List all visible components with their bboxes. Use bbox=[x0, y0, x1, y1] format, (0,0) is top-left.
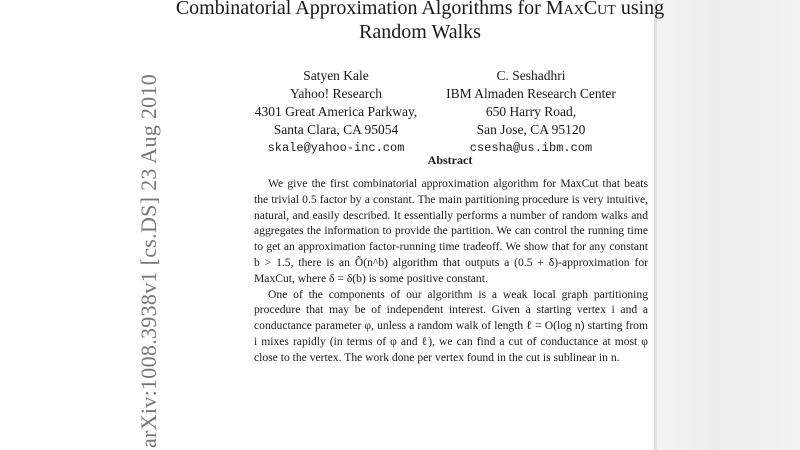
abstract-heading: Abstract bbox=[427, 153, 473, 167]
author-block-2 bbox=[411, 67, 651, 157]
paper-title bbox=[150, 0, 690, 44]
author-email: csesha@us.ibm.com bbox=[469, 141, 593, 155]
title-line2: Random Walks bbox=[359, 21, 481, 43]
arxiv-stamp: arXiv:1008.3938v1 [cs.DS] 23 Aug 2010 bbox=[136, 73, 161, 448]
author-address: 650 Harry Road, bbox=[485, 104, 577, 119]
author-address: San Jose, CA 95120 bbox=[476, 122, 586, 137]
abstract-paragraph-1: We give the first combinatorial approximation algorithm for MaxCut that beats the trivial 0.5 factor by a constant. The main partitioning procedure is very intuitive, natural, and easily described. It essentially performs a number of random walks and aggregates the information to provide the partition. We can control the running time to get an approximation factor-running time tradeoff. We show that for any constant b > 1.5, there is an Õ(n^b) algorithm that outputs a (0.5 + δ)-approximation for MaxCut, where δ = δ(b) is some positive constant. bbox=[254, 177, 648, 285]
viewer-background bbox=[656, 0, 800, 450]
title-text: Combinatorial Approximation Algorithms for bbox=[175, 0, 546, 19]
author-address: Santa Clara, CA 95054 bbox=[273, 122, 399, 137]
page-edge bbox=[654, 0, 657, 450]
author-name: C. Seshadhri bbox=[496, 68, 566, 83]
title-maxcut: MaxCut bbox=[545, 0, 616, 19]
title-text-suffix: using bbox=[615, 0, 665, 19]
author-email: skale@yahoo-inc.com bbox=[267, 141, 405, 155]
author-affiliation: IBM Almaden Research Center bbox=[446, 86, 616, 101]
author-address: 4301 Great America Parkway, bbox=[254, 104, 418, 119]
abstract-body bbox=[254, 176, 648, 366]
author-affiliation: Yahoo! Research bbox=[290, 86, 382, 101]
author-name: Satyen Kale bbox=[303, 68, 369, 83]
abstract-paragraph-2: One of the components of our algorithm is a weak local graph partitioning procedure that may be of independent interest. Given a starting vertex i and a conductance parameter φ, unless a random walk of length ℓ = O(log n) starting from i mixes rapidly (in terms of φ and ℓ), we can find a cut of conductance at most φ close to the vertex. The work done per vertex found in the cut is sublinear in n. bbox=[254, 287, 648, 364]
